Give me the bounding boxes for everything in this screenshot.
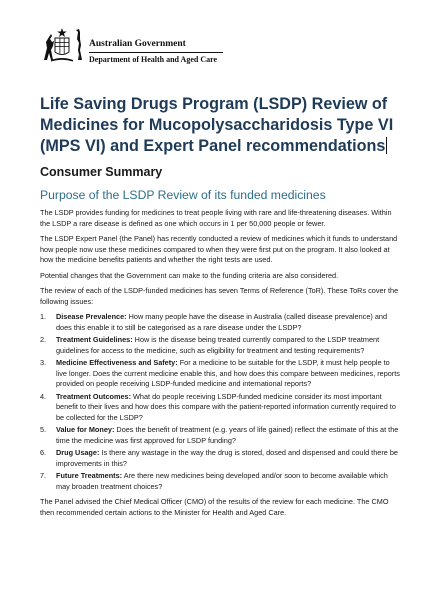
term-label: Disease Prevalence:	[56, 312, 127, 321]
terms-of-reference-list	[40, 312, 402, 492]
term-text: How many people have the disease in Australia (called disease prevalence) and does this enable it to still be categorised as a rare disease under the LSDP?	[56, 312, 388, 332]
section-heading: Purpose of the LSDP Review of its funded medicines	[40, 188, 326, 202]
paragraph: The LSDP Expert Panel (the Panel) has recently conducted a review of medicines which it funds to understand how people now use these medicines compared to when they were first put on the program. It also looked at how the medicine benefits patients and whether the right tests are used.	[40, 234, 398, 264]
list-number: 4.	[40, 391, 47, 401]
term-text: Are there new medicines being developed and/or soon to become available which may broaden treatment choices?	[56, 471, 388, 491]
government-name: Australian Government	[89, 39, 186, 49]
list-number: 3.	[40, 358, 47, 367]
header-divider	[89, 52, 223, 53]
term-label: Drug Usage:	[56, 448, 100, 457]
term-text: What do people receiving LSDP-funded medicine consider its most important benefit to their lives and how does this compare with the patient-reported information currently required to be collected for the LSDP?	[56, 391, 396, 422]
list-number: 5.	[40, 425, 47, 434]
government-header	[41, 26, 301, 66]
term-text: Does the benefit of treatment (e.g. years of life gained) reflect the estimate of this at the time the medicine was first approved for LSDP funding?	[56, 425, 399, 445]
term-text: Is there any wastage in the way the drug is stored, dosed and dispensed and could there be improvements in this?	[56, 448, 398, 468]
list-item	[40, 358, 402, 390]
list-number: 1.	[40, 312, 47, 321]
list-number: 7.	[40, 471, 47, 480]
list-item	[40, 448, 402, 469]
document-title-text: Life Saving Drugs Program (LSDP) Review of Medicines for Mucopolysaccharidosis Type VI (MPS VI) and Expert Panel recommendations	[40, 95, 394, 155]
list-item	[40, 335, 402, 356]
paragraph: The review of each of the LSDP-funded medicines has seven Terms of Reference (ToR). These ToRs cover the following issues:	[40, 286, 399, 306]
term-text: How is the disease being treated currently compared to the LSDP treatment guidelines for access to the medicine, such as eligibility for treatment and testing requirements?	[56, 335, 380, 355]
term-text: For a medicine to be suitable for the LSDP, it must help people to live longer. Does the current medicine enable this, and how does this compare between medicines, reports provided on people receiving LSDP-funded medicine and international reports?	[56, 358, 400, 388]
list-item	[40, 471, 402, 492]
coat-of-arms-icon	[41, 26, 83, 64]
department-name: Department of Health and Aged Care	[89, 55, 218, 64]
paragraph: Potential changes that the Government can make to the funding criteria are also considered.	[40, 270, 339, 280]
term-label: Treatment Guidelines:	[56, 335, 133, 344]
document-title	[40, 94, 400, 157]
paragraph: The LSDP provides funding for medicines to treat people living with rare and life-threatening diseases. Within the LSDP a rare disease is defined as one which occurs in 1 per 50,000 people or fewer.	[40, 208, 392, 228]
list-number: 6.	[40, 448, 47, 457]
list-number: 2.	[40, 335, 47, 344]
term-label: Value for Money:	[56, 425, 115, 434]
list-item	[40, 392, 402, 424]
document-body	[40, 208, 402, 523]
term-label: Medicine Effectiveness and Safety:	[56, 358, 178, 367]
list-item	[40, 312, 402, 333]
text-cursor	[386, 137, 387, 154]
term-label: Future Treatments:	[56, 471, 123, 480]
term-label: Treatment Outcomes:	[56, 391, 132, 401]
list-item	[40, 425, 402, 446]
paragraph: The Panel advised the Chief Medical Officer (CMO) of the results of the review for each medicine. The CMO then recommended certain actions to the Minister for Health and Aged Care.	[40, 497, 389, 517]
document-subtitle: Consumer Summary	[40, 165, 163, 179]
